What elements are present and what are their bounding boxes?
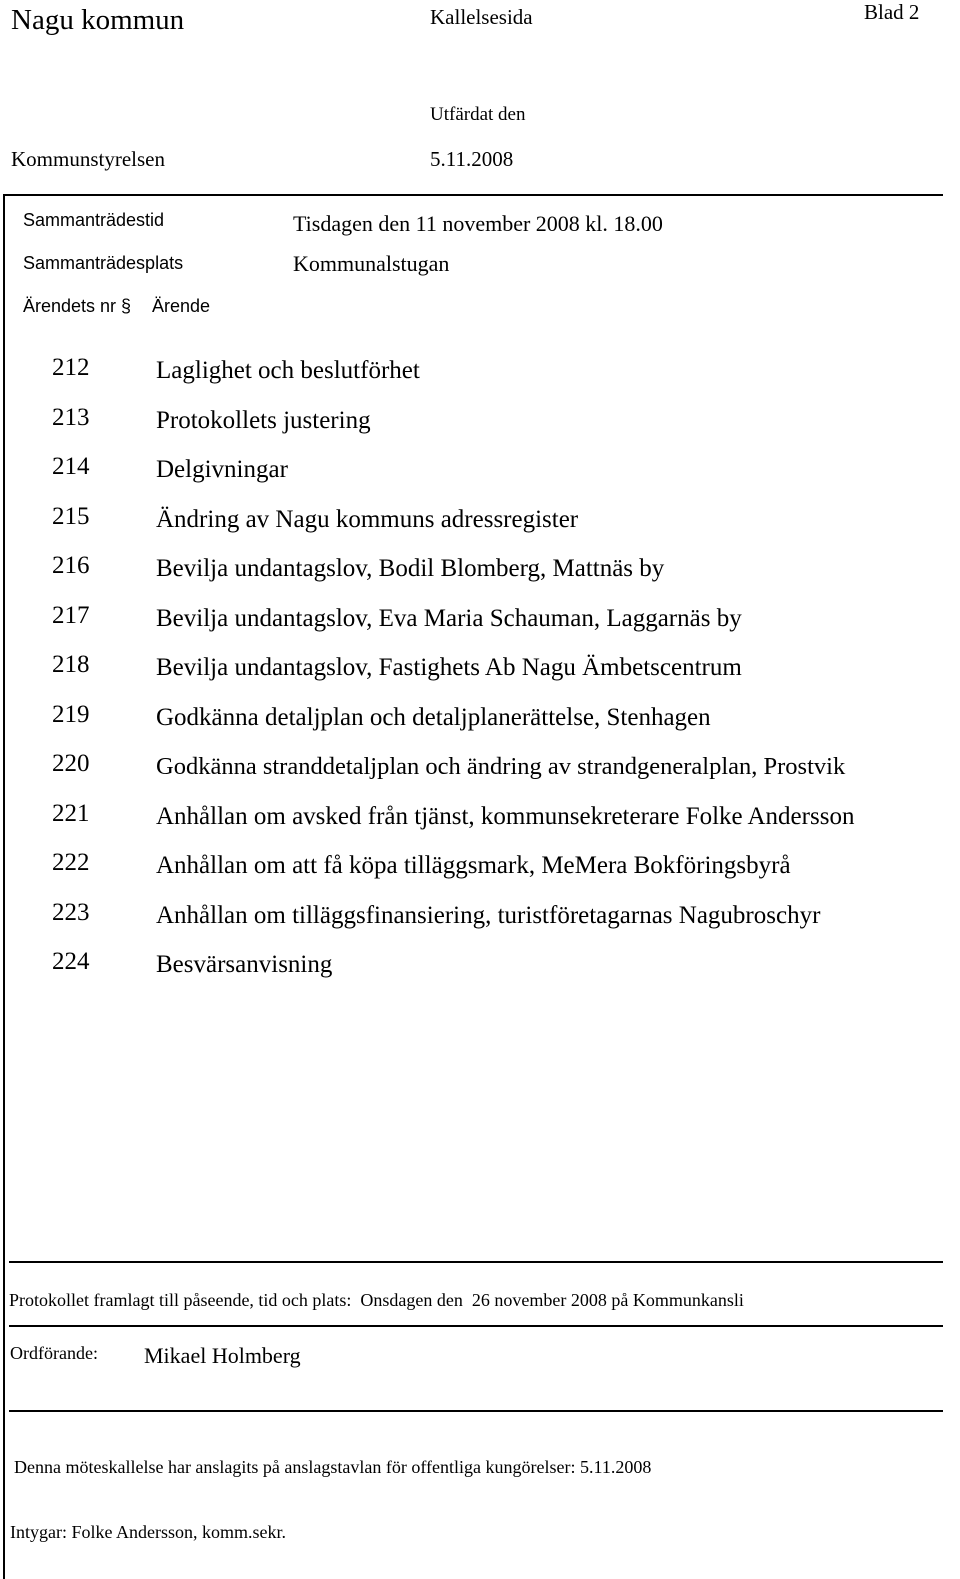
issued-label: Utfärdat den [430,104,526,125]
agenda-title: Besvärsanvisning [156,951,333,978]
meeting-place-label: Sammanträdesplats [23,253,184,273]
agenda-number: 224 [52,948,90,975]
chair-label: Ordförande: [10,1343,98,1363]
meeting-place-value: Kommunalstugan [293,251,450,276]
issued-date: 5.11.2008 [430,147,514,171]
agenda-number: 217 [52,602,90,629]
document-type: Kallelsesida [430,5,533,29]
frame-top-rule [3,194,943,196]
committee-name: Kommunstyrelsen [11,147,165,171]
agenda-title: Laglighet och beslutförhet [156,357,420,384]
agenda-title: Ändring av Nagu kommuns adressregister [156,506,579,533]
posting-notice: Denna möteskallelse har anslagits på anslagstavlan för offentliga kungörelser: 5.11.2008 [14,1457,652,1477]
agenda-title: Bevilja undantagslov, Bodil Blomberg, Mattnäs by [156,555,665,582]
agenda-title: Godkänna detaljplan och detaljplanerättelse, Stenhagen [156,704,711,731]
agenda-number: 218 [52,651,90,678]
chair-name: Mikael Holmberg [144,1343,301,1368]
agenda-title: Godkänna stranddetaljplan och ändring av strandgeneralplan, Prostvik [156,753,846,780]
protocol-notice: Protokollet framlagt till påseende, tid och plats: Onsdagen den 26 november 2008 på Kommunkansli [9,1290,744,1310]
agenda-number: 220 [52,750,90,777]
agenda-number: 221 [52,800,90,827]
column-header-number: Ärendets nr § [23,296,132,316]
agenda-number: 213 [52,404,90,431]
agenda-title: Bevilja undantagslov, Eva Maria Schauman, Laggarnäs by [156,605,742,632]
footer-rule-3 [9,1410,943,1412]
meeting-time-value: Tisdagen den 11 november 2008 kl. 18.00 [293,211,663,236]
agenda-title: Anhållan om tilläggsfinansiering, turistföretagarnas Nagubroschyr [156,902,821,929]
agenda-number: 219 [52,701,90,728]
page-number: Blad 2 [864,0,920,24]
agenda-number: 223 [52,899,90,926]
agenda-title: Anhållan om att få köpa tilläggsmark, MeMera Bokföringsbyrå [156,852,791,879]
attestation: Intygar: Folke Andersson, komm.sekr. [10,1522,286,1542]
frame-left-rule [3,194,5,1579]
agenda-title: Delgivningar [156,456,288,483]
agenda-number: 212 [52,354,90,381]
meeting-time-label: Sammanträdestid [23,210,165,230]
footer-top-rule [9,1261,943,1263]
agenda-title: Anhållan om avsked från tjänst, kommunsekreterare Folke Andersson [156,803,855,830]
footer-rule-2 [9,1325,943,1327]
agenda-title: Bevilja undantagslov, Fastighets Ab Nagu Ämbetscentrum [156,654,742,681]
agenda-number: 216 [52,552,90,579]
municipality-name: Nagu kommun [11,4,185,36]
agenda-number: 222 [52,849,90,876]
column-header-item: Ärende [152,296,211,316]
agenda-title: Protokollets justering [156,407,371,434]
agenda-number: 215 [52,503,90,530]
agenda-number: 214 [52,453,90,480]
